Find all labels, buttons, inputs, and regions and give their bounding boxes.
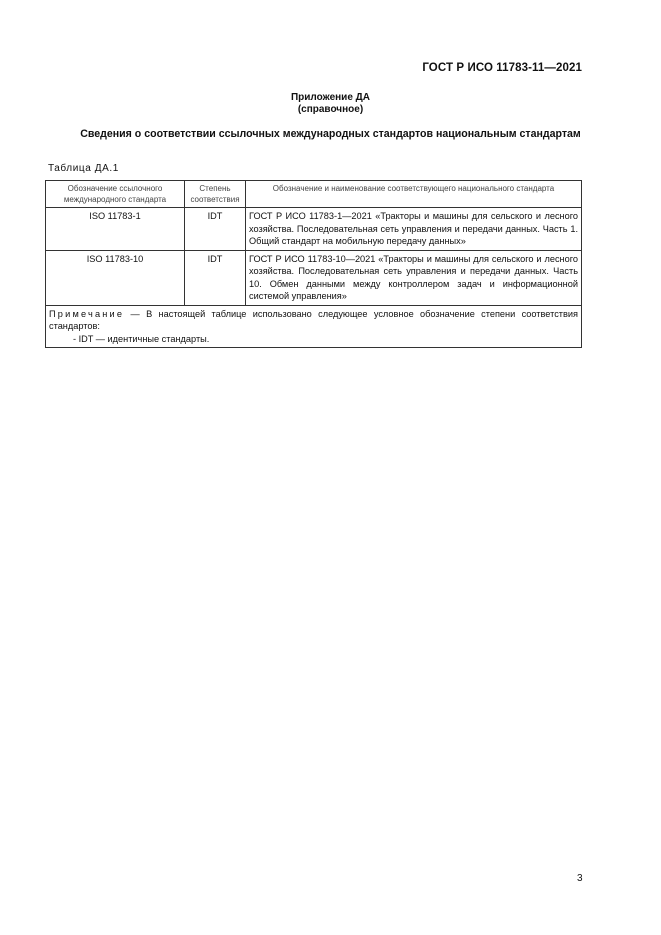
note-label: Примечание (49, 308, 125, 319)
appendix-title (0, 92, 661, 116)
reference-table (45, 180, 582, 348)
appendix-label: Приложение ДА (290, 92, 371, 103)
appendix-subtitle: (справочное) (297, 104, 364, 115)
cell-degree: IDT (185, 250, 246, 305)
cell-degree: IDT (185, 208, 246, 251)
cell-national: ГОСТ Р ИСО 11783-10—2021 «Тракторы и машины для сельского и лесного хозяйства. Последовательная сеть управления и передачи данных. Часть 10. Обмен данными между контроллером задач и информационной системой управления» (246, 250, 582, 305)
cell-ref: ISO 11783-1 (46, 208, 185, 251)
standard-designation: ГОСТ Р ИСО 11783-11—2021 (422, 62, 582, 74)
page-number: 3 (577, 873, 583, 884)
table-header-row (46, 181, 582, 208)
table-note-row (46, 305, 582, 348)
table-row (46, 208, 582, 251)
table-note (46, 305, 582, 348)
column-header-ref: Обозначение ссылочного международного стандарта (46, 181, 185, 208)
note-text: — В настоящей таблице использовано следующее условное обозначение степени соответствия стандартов: (49, 308, 578, 331)
table-row (46, 250, 582, 305)
column-header-degree: Степень соответствия (185, 181, 246, 208)
cell-national: ГОСТ Р ИСО 11783-1—2021 «Тракторы и машины для сельского и лесного хозяйства. Последовательная сеть управления и передачи данных. Часть 1. Общий стандарт на мобильную передачу данных» (246, 208, 582, 251)
note-item: - IDT — идентичные стандарты. (73, 333, 210, 344)
table-caption: Таблица ДА.1 (48, 163, 119, 174)
cell-ref: ISO 11783-10 (46, 250, 185, 305)
section-heading: Сведения о соответствии ссылочных международных стандартов национальным стандартам (80, 128, 581, 140)
column-header-national: Обозначение и наименование соответствующего национального стандарта (246, 181, 582, 208)
